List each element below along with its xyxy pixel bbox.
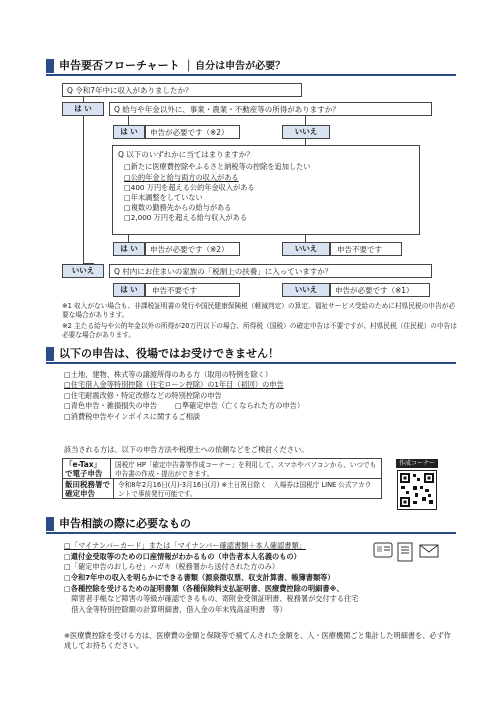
office-items — [64, 370, 464, 422]
no-label-q2: いいえ — [282, 125, 330, 139]
office-item: □住宅耐震改修・特定改修などの特別控除の申告 — [64, 390, 222, 400]
question-business-income: Q 給与や年金以外に、事業・農業・不動産等の所得がありますか？ — [109, 102, 432, 116]
condition-item: □公的年金と給与両方の収入がある — [124, 172, 239, 182]
footnote-2: ※2 主たる給与や公的年金以外の所得が20万円以下の場合、所得税（国税）の確定申告は不要ですが、村県民税（住民税）の申告は必要な場合があります。 — [62, 322, 457, 339]
required-item: □「マイナンバーカード」または「マイナンバー確認書類＋本人確認書類」 — [64, 541, 306, 550]
required-item: □還付金受取等のための口座情報がわかるもの（申告者本人名義のもの） — [64, 551, 301, 561]
required-item: □令和7年中の収入を明らかにできる書類（源泉徴収票、収支計算書、帳簿書類等） — [64, 572, 335, 582]
office-item: □青色申告・雑損損失の申告 — [64, 401, 158, 411]
yes-label-q3: は い — [113, 242, 145, 256]
qr-code-icon[interactable] — [397, 470, 437, 510]
required-item: □各種控除を受けるための証明書類（各種保険料支払証明書、医療費控除の明細書※、 — [64, 583, 344, 593]
yes-label-q4: は い — [113, 283, 145, 297]
flowchart-title: 申告要否フローチャート — [59, 59, 180, 73]
flowchart-subtitle: │ 自分は申告が必要？ — [185, 60, 286, 72]
result-not-needed-q3: 申告不要です — [330, 242, 402, 256]
etax-label: 「e-Tax」で電子申告 — [63, 459, 111, 478]
office-title: 以下の申告は、役場ではお受けできません！ — [59, 347, 279, 361]
connector — [83, 116, 84, 264]
question-conditions-box — [112, 145, 420, 235]
office-lead: 該当される方は、以下の申告方法や税理士への依頼などをご検討ください。 — [64, 445, 309, 454]
required-item: 借入金等特別控除額の計算明細書、借入金の年末残高証明書 等） — [64, 604, 287, 614]
connector — [128, 116, 129, 125]
condition-item: □複数の勤務先からの給与がある — [124, 203, 232, 213]
required-note: ※医療費控除を受ける方は、医療費の金額と保険等で補てんされた金額を、人・医療機関ごと集計した明細書を、必ず作成してお持ちください。 — [64, 631, 451, 651]
question-dependent: Q 村内にお住まいの家族の「税制上の扶養」に入っていますか？ — [109, 264, 432, 278]
condition-item: □2,000 万円を超える給与収入がある — [124, 213, 248, 223]
required-item: 障害者手帳など障害の等級が確認できるもの、寄附金受領証明書、税務署が交付する住宅 — [64, 594, 359, 604]
office-item: □住宅借入金等特別控除（住宅ローン控除）の1年目（初回）の申告 — [64, 380, 284, 390]
office-heading — [46, 347, 456, 364]
condition-item: □新たに医療費控除やふるさと納税等の控除を追加したい — [124, 162, 311, 172]
question-income: Q 令和7年中に収入がありましたか？ — [62, 83, 302, 97]
connector — [305, 235, 306, 242]
required-items — [64, 541, 454, 616]
required-heading — [46, 517, 456, 534]
result-need-q4: 申告が必要です（※1） — [330, 283, 430, 297]
tax-office-text: 令和8年2月16日(月)-3月16日(月) ※土日祝日除く 入場券は国税庁 LINE 公式アカウントで事前発行可能です。 — [118, 481, 372, 498]
result-need-q2: 申告が必要です（※2） — [145, 125, 240, 139]
flowchart-heading — [46, 59, 456, 76]
heading-bar — [46, 59, 54, 73]
office-item: □消費税申告やインボイスに関するご相談 — [64, 411, 201, 421]
question-conditions: Q 以下のいずれかに当てはまりますか？ — [118, 150, 254, 159]
heading-bar — [46, 347, 54, 361]
qr-label: 作成コーナー — [396, 459, 438, 468]
no-label-q3: いいえ — [282, 242, 330, 256]
no-label-q4: いいえ — [282, 283, 330, 297]
no-label-q1: いいえ — [62, 264, 104, 278]
required-title: 申告相談の際に必要なもの — [59, 517, 191, 531]
connector — [83, 97, 84, 102]
etax-text: 国税庁 HP「確定申告書等作成コーナー」を利用して、スマホやパソコンから、いつでも申告書の作成・提出ができます。 — [114, 461, 377, 478]
footnote-1: ※1 収入がない場合も、非課税証明書の発行や国民健康保険税（軽減判定）の算定、福祉サービス受給のために村県民税の申告が必要な場合があります。 — [62, 302, 456, 319]
tax-office-label: 飯田税務署で確定申告 — [63, 479, 114, 498]
result-need-q3: 申告が必要です（※2） — [145, 242, 240, 256]
result-not-needed-q4: 申告不要です — [145, 283, 240, 297]
required-item: □「確定申告のおしらせ」ハガキ（税務署から送付された方のみ） — [64, 562, 280, 572]
heading-bar — [46, 517, 54, 531]
condition-item: □400 万円を超える公的年金収入がある — [124, 182, 255, 192]
tax-office-row — [62, 478, 382, 499]
office-item: □準確定申告（亡くなられた方の申告） — [175, 401, 305, 411]
connector — [305, 116, 306, 125]
connector — [128, 235, 129, 242]
office-item: □土地、建物、株式等の譲渡所得のある方（取用の特例を除く） — [64, 370, 273, 379]
yes-label-q1: は い — [62, 102, 104, 116]
etax-row — [62, 458, 382, 479]
yes-label-q2: は い — [113, 125, 145, 139]
condition-item: □年末調整をしていない — [124, 193, 203, 203]
